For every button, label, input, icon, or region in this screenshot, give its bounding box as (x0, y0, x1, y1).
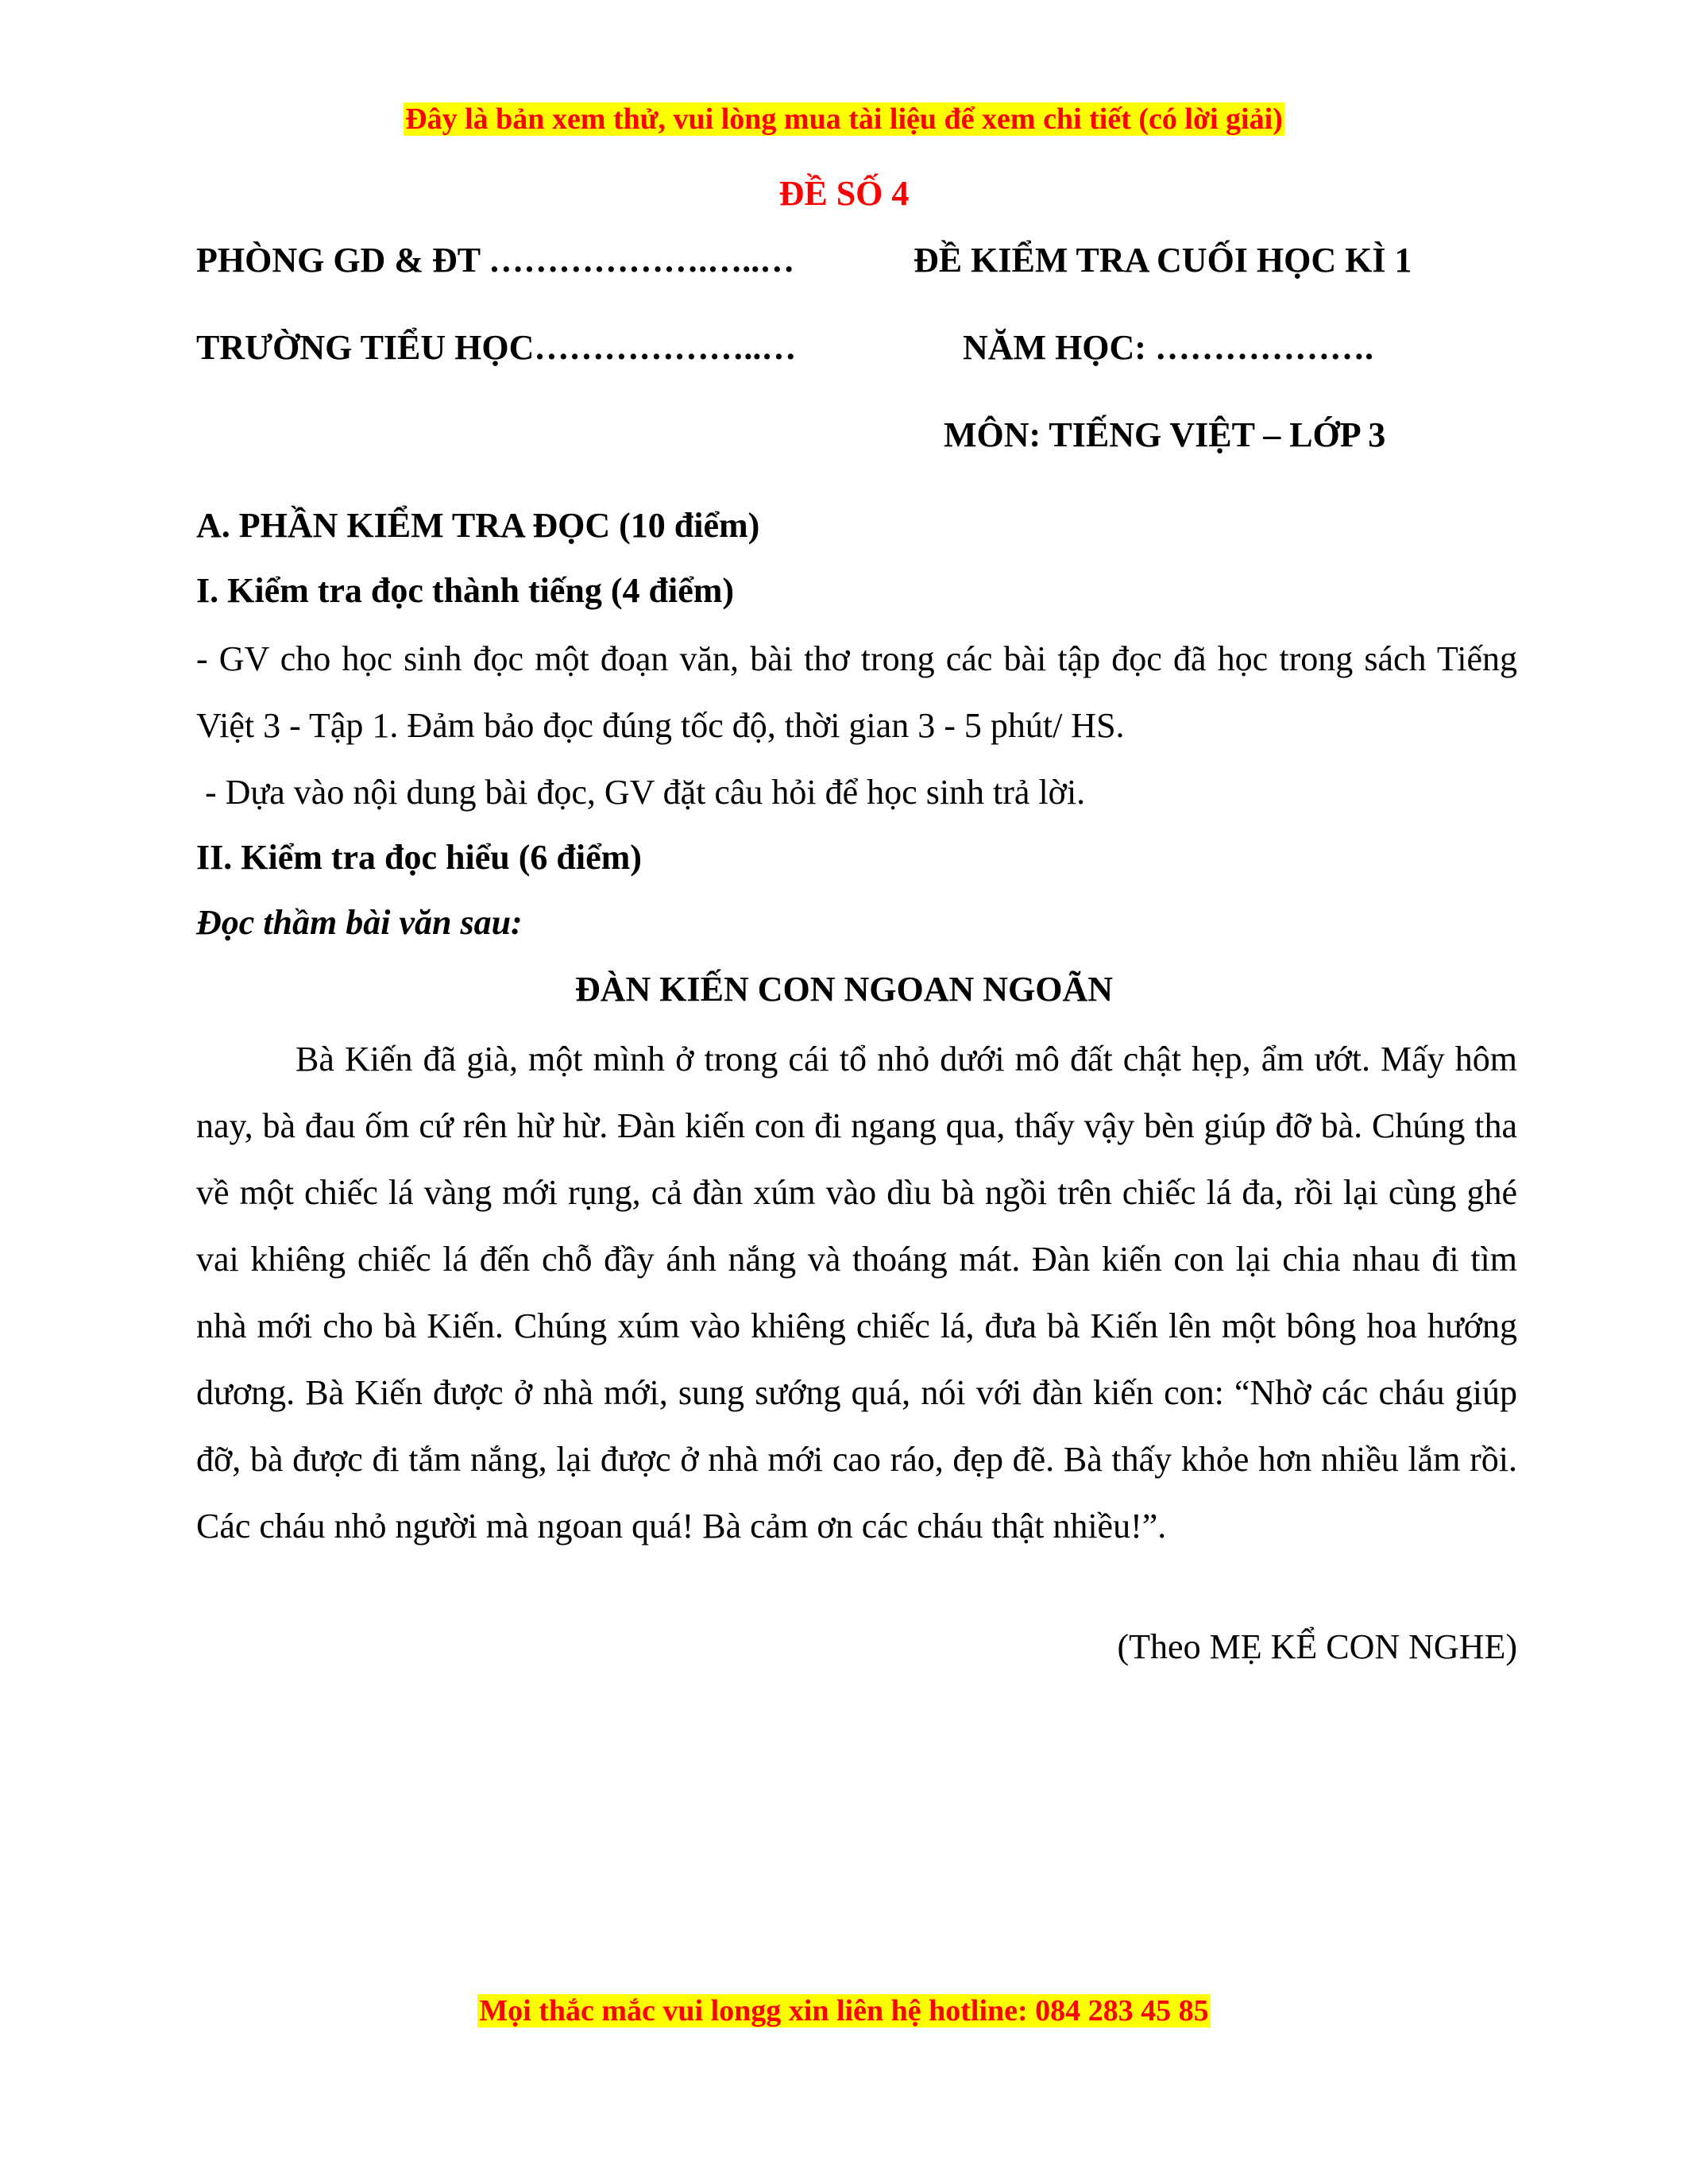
story-text: Bà Kiến đã già, một mình ở trong cái tổ nhỏ dưới mô đất chật hẹp, ẩm ướt. Mấy hôm nay, bà đau ốm cứ rên hừ hừ. Đàn kiến con đi ngang qua, thấy vậy bèn giúp đỡ bà. Chúng tha về một chiếc lá vàng mới rụng, cả đàn xúm vào dìu bà ngồi trên chiếc lá đa, rồi lại cùng ghé vai khiêng chiếc lá đến chỗ đầy ánh nắng và thoáng mát. Đàn kiến con lại chia nhau đi tìm nhà mới cho bà Kiến. Chúng xúm vào khiêng chiếc lá, đưa bà Kiến lên một bông hoa hướng dương. Bà Kiến được ở nhà mới, sung sướng quá, nói với đàn kiến con: “Nhờ các cháu giúp đỡ, bà được đi tắm nắng, lại được ở nhà mới cao ráo, đẹp đẽ. Bà thấy khỏe hơn nhiều lắm rồi. Các cháu nhỏ người mà ngoan quá! Bà cảm ơn các cháu thật nhiều!”. (196, 1040, 1517, 1545)
part-2-heading: II. Kiểm tra đọc hiểu (6 điểm) (196, 838, 642, 877)
story-source: (Theo MẸ KỂ CON NGHE) (1117, 1627, 1517, 1666)
exam-title: ĐỀ KIỂM TRA CUỐI HỌC KÌ 1 (914, 241, 1412, 280)
part-1-instruction-1: - GV cho học sinh đọc một đoạn văn, bài thơ trong các bài tập đọc đã học trong sách Tiếng Việt 3 - Tập 1. Đảm bảo đọc đúng tốc độ, thời gian 3 - 5 phút/ HS. (196, 639, 1517, 745)
story-title: ĐÀN KIẾN CON NGOAN NGOÃN (574, 970, 1114, 1009)
part-1-heading: I. Kiểm tra đọc thành tiếng (4 điểm) (196, 571, 735, 610)
preview-banner (0, 102, 1688, 137)
contact-banner-text: Mọi thắc mắc vui longg xin liên hệ hotline: 084 283 45 85 (479, 1994, 1209, 2028)
subject-label: MÔN: TIẾNG VIỆT – LỚP 3 (944, 415, 1386, 454)
contact-banner (0, 1993, 1688, 2028)
school-label: TRƯỜNG TIỂU HỌC………………..… (196, 328, 797, 367)
section-a-heading: A. PHẦN KIỂM TRA ĐỌC (10 điểm) (196, 506, 760, 545)
part-1-instruction-2: - Dựa vào nội dung bài đọc, GV đặt câu hỏi để học sinh trả lời. (196, 773, 1086, 812)
exam-number: ĐỀ SỐ 4 (778, 174, 910, 213)
department-label: PHÒNG GD & ĐT ……………….…..… (196, 241, 795, 280)
preview-banner-text: Đây là bản xem thử, vui lòng mua tài liệu để xem chi tiết (có lời giải) (405, 102, 1283, 136)
school-year: NĂM HỌC: ………………. (963, 328, 1373, 367)
reading-instruction: Đọc thầm bài văn sau: (196, 903, 523, 942)
